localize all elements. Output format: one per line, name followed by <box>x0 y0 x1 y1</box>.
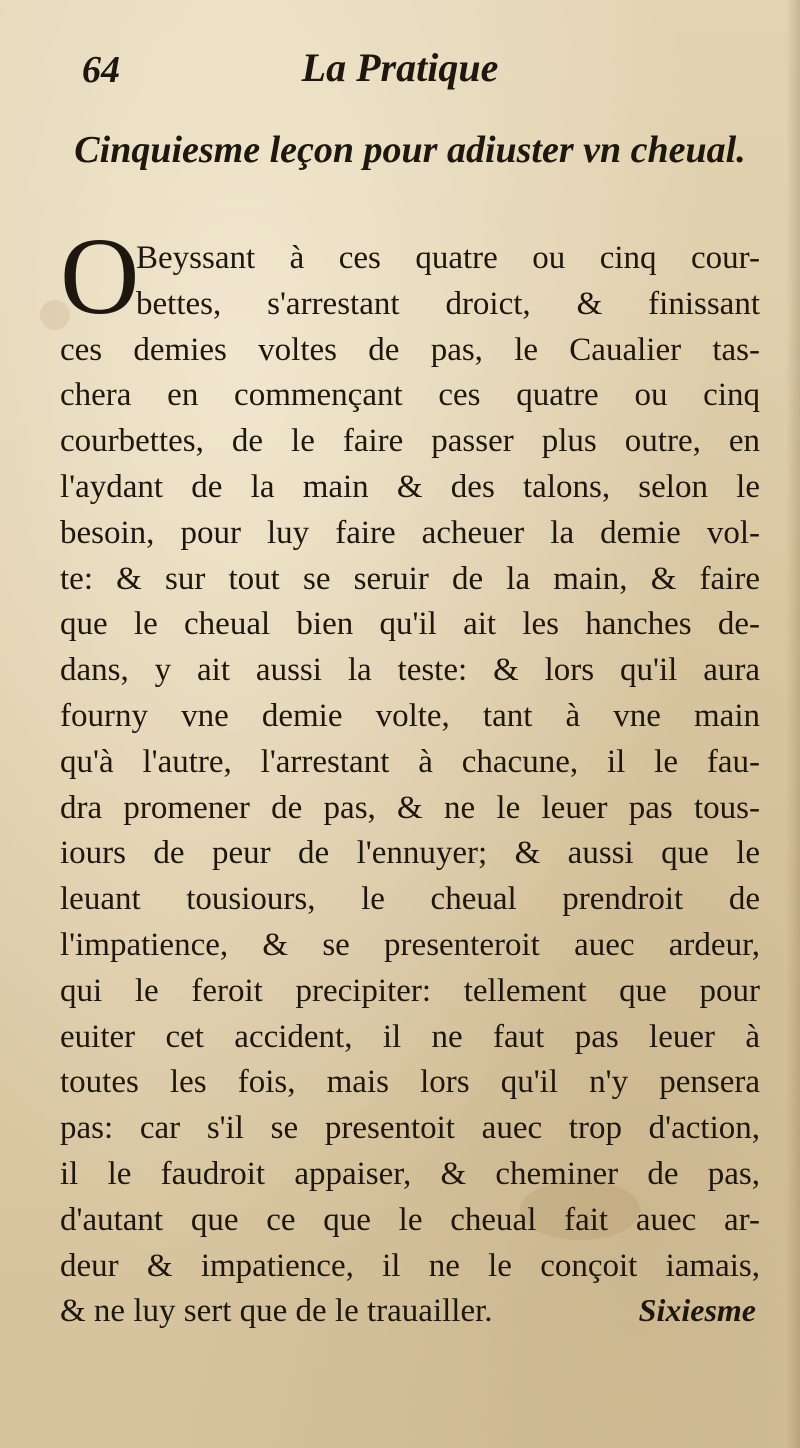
text-line: Beyssant à ces quatre ou cinq cour- <box>136 240 760 276</box>
text-line: il le faudroit appaiser, & cheminer de pas, <box>60 1155 760 1192</box>
text-line: dra promener de pas, & ne le leuer pas tous- <box>60 789 760 826</box>
text-line: leuant tousiours, le cheual prendroit de <box>60 881 760 918</box>
running-head <box>0 44 800 104</box>
text-line: l'impatience, & se presenteroit auec ardeur, <box>60 926 760 963</box>
text-line: pas: car s'il se presentoit auec trop d'action, <box>60 1110 760 1147</box>
page-number: 64 <box>82 49 120 91</box>
text-line: l'aydant de la main & des talons, selon le <box>60 468 760 505</box>
text-line: courbettes, de le faire passer plus outre, en <box>60 423 760 460</box>
running-title: La Pratique <box>301 45 499 90</box>
text-line: ces demies voltes de pas, le Caualier tas- <box>60 331 760 368</box>
body-text <box>60 236 760 1335</box>
text-line: iours de peur de l'ennuyer; & aussi que le <box>60 835 760 872</box>
text-line: fourny vne demie volte, tant à vne main <box>60 697 760 734</box>
chapter-heading: Cinquiesme leçon pour adiuster vn cheual. <box>74 129 746 171</box>
text-line: que le cheual bien qu'il ait les hanches de- <box>60 606 760 643</box>
text-line: besoin, pour luy faire acheuer la demie vol- <box>60 514 760 551</box>
text-line: dans, y ait aussi la teste: & lors qu'il aura <box>60 652 760 689</box>
text-line: bettes, s'arrestant droict, & finissant <box>136 285 760 322</box>
text-line: euiter cet accident, il ne faut pas leuer à <box>60 1018 760 1055</box>
text-line: chera en commençant ces quatre ou cinq <box>60 377 760 414</box>
text-line: qui le feroit precipiter: tellement que pour <box>60 972 760 1009</box>
text-line: te: & sur tout se seruir de la main, & faire <box>60 560 760 597</box>
text-line: deur & impatience, il ne le conçoit iamais, <box>60 1247 760 1284</box>
text-line: toutes les fois, mais lors qu'il n'y pensera <box>60 1064 760 1101</box>
text-line: d'autant que ce que le cheual fait auec ar- <box>60 1201 760 1238</box>
catchword: Sixiesme <box>638 1292 756 1328</box>
drop-initial: O <box>60 215 140 337</box>
text-line: qu'à l'autre, l'arrestant à chacune, il le fau- <box>60 743 760 780</box>
page-edge-shadow <box>786 0 800 1448</box>
text-line: & ne luy sert que de le trauailler. <box>60 1293 493 1330</box>
